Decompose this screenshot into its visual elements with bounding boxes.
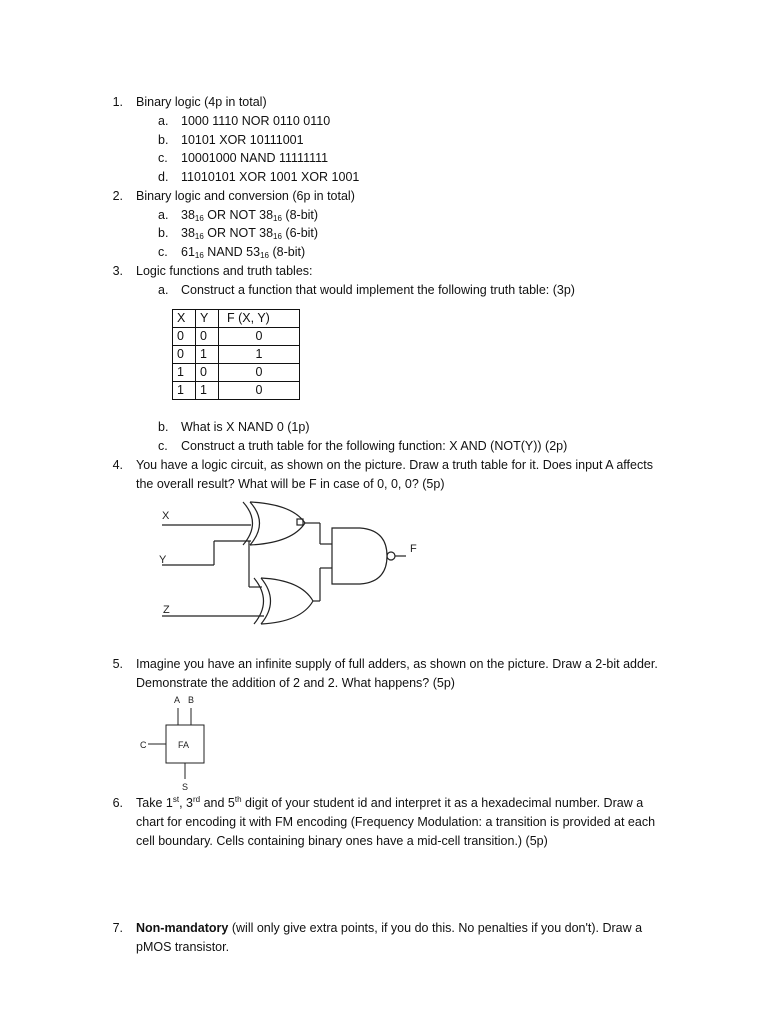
q2b-text: $38_{16}$ OR NOT $38_{16}$ (6-bit): [181, 226, 319, 241]
table-cell: 0: [219, 328, 300, 346]
input-y-label: Y: [159, 554, 167, 566]
q4-line2: the overall result? What will be F in case of 0, 0, 0? (5p): [136, 477, 445, 491]
q1d-text: 11010101 XOR 1001 XOR 1001: [181, 170, 360, 184]
table-cell: F (X, Y): [219, 310, 300, 328]
q3-title: Logic functions and truth tables:: [136, 264, 313, 278]
table-cell: 1: [219, 346, 300, 364]
truth-table-header: [173, 310, 300, 328]
q2c-letter: c.: [158, 245, 168, 259]
output-f-label: F: [410, 543, 417, 555]
q1-number: 1.: [112, 95, 123, 109]
q4-number: 4.: [112, 458, 123, 472]
q1b-text: 10101 XOR 10111001: [181, 133, 304, 147]
q2-number: 2.: [112, 189, 123, 203]
table-cell: 1: [173, 382, 196, 400]
q6-number: 6.: [112, 796, 123, 810]
q1c-letter: c.: [158, 151, 168, 165]
table-row: [173, 328, 300, 346]
fa-input-b-label: B: [188, 695, 195, 705]
q2b-letter: b.: [158, 226, 169, 240]
table-cell: 0: [219, 364, 300, 382]
q3b-text: What is X NAND 0 (1p): [181, 420, 310, 434]
q1d-letter: d.: [158, 170, 169, 184]
q4-line1: You have a logic circuit, as shown on the picture. Draw a truth table for it. Does input A affects: [136, 458, 653, 472]
table-cell: 1: [196, 382, 219, 400]
q3c-letter: c.: [158, 439, 168, 453]
q1a-text: 1000 1110 NOR 0110 0110: [181, 114, 331, 128]
table-row: [173, 364, 300, 382]
table-cell: 0: [173, 328, 196, 346]
table-cell: Y: [196, 310, 219, 328]
q1c-text: 10001000 NAND 11111111: [181, 151, 329, 165]
q6-line2: chart for encoding it with FM encoding (Frequency Modulation: a transition is provided at each: [136, 815, 656, 829]
q2a-text: $38_{16}$ OR NOT $38_{16}$ (8-bit): [181, 208, 319, 223]
table-row: [173, 346, 300, 364]
table-cell: 0: [173, 346, 196, 364]
q1-title: Binary logic (4p in total): [136, 95, 267, 109]
q7-line2: pMOS transistor.: [136, 940, 230, 954]
q7-number: 7.: [112, 921, 123, 935]
table-cell: X: [173, 310, 196, 328]
table-cell: 1: [173, 364, 196, 382]
q2c-text: $61_{16}$ NAND $53_{16}$ (8-bit): [181, 245, 306, 260]
input-x-label: X: [162, 510, 170, 522]
q2a-letter: a.: [158, 208, 169, 222]
table-cell: 1: [196, 346, 219, 364]
q3c-text: Construct a truth table for the following function: X AND (NOT(Y)) (2p): [181, 439, 568, 453]
q7-line1: Non-mandatory (will only give extra points, if you do this. No penalties if you don't). Draw a: [136, 921, 643, 935]
q2-title: Binary logic and conversion (6p in total): [136, 189, 355, 203]
input-z-label: Z: [163, 604, 170, 616]
q5-line1: Imagine you have an infinite supply of full adders, as shown on the picture. Draw a 2-bit adder.: [136, 657, 658, 671]
fa-sum-s-label: S: [182, 782, 189, 792]
truth-table: [172, 309, 300, 400]
fa-input-a-label: A: [174, 695, 181, 705]
q3a-letter: a.: [158, 283, 169, 297]
table-cell: 0: [196, 364, 219, 382]
q3a-text: Construct a function that would implement the following truth table: (3p): [181, 283, 575, 297]
q6-line1: Take 1st, 3rd and 5th digit of your student id and interpret it as a hexadecimal number. Draw a: [136, 795, 644, 810]
q3b-letter: b.: [158, 420, 169, 434]
table-row: [173, 382, 300, 400]
q3-number: 3.: [112, 264, 123, 278]
q1a-letter: a.: [158, 114, 169, 128]
q5-line2: Demonstrate the addition of 2 and 2. What happens? (5p): [136, 676, 455, 690]
q1b-letter: b.: [158, 133, 169, 147]
q5-number: 5.: [112, 657, 123, 671]
fa-carry-c-label: C: [140, 740, 147, 750]
table-cell: 0: [196, 328, 219, 346]
fa-box-label: FA: [178, 740, 190, 750]
table-cell: 0: [219, 382, 300, 400]
q6-line3: cell boundary. Cells containing binary ones have a mid-cell transition.) (5p): [136, 834, 548, 848]
